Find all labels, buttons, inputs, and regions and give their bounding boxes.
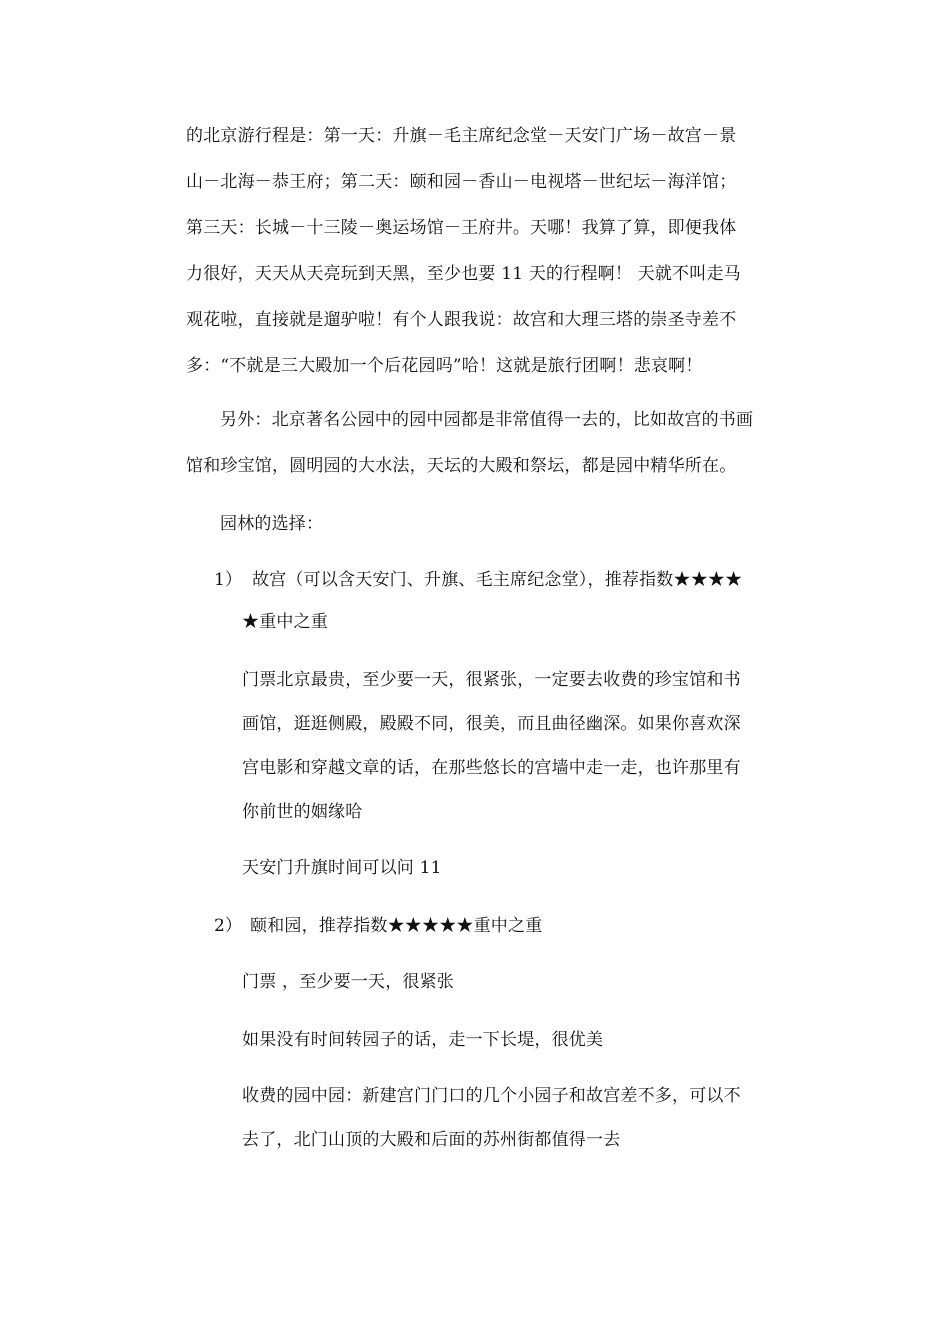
item-2-number: 2） [214,916,243,936]
item-2-note-2: 如果没有时间转园子的话，走一下长堤，很优美 [242,1030,604,1050]
itinerary-line-4: 力很好，天天从天亮玩到天黑，至少也要 11 天的行程啊！ 天就不叫走马 [186,264,741,284]
itinerary-line-1: 的北京游行程是：第一天：升旗－毛主席纪念堂－天安门广场－故宫－景 [186,126,737,146]
item-1-body-line-3: 宫电影和穿越文章的话，在那些悠长的宫墙中走一走，也许那里有 [242,758,741,778]
item-1-note: 天安门升旗时间可以问 11 [242,858,442,878]
garden-heading: 园林的选择： [220,514,324,534]
itinerary-line-3: 第三天：长城－十三陵－奥运场馆－王府井。天哪！我算了算，即便我体 [186,218,737,238]
item-2-body-line-2: 去了，北门山顶的大殿和后面的苏州街都值得一去 [242,1130,621,1150]
item-1-body-line-4: 你前世的姻缘哈 [242,802,363,822]
item-1-body-line-2: 画馆，逛逛侧殿，殿殿不同，很美，而且曲径幽深。如果你喜欢深 [242,714,741,734]
item-2-title-line-1: 颐和园，推荐指数★★★★★重中之重 [250,916,543,936]
item-1-title-line-2: ★重中之重 [242,612,328,632]
item-1-body-line-1: 门票北京最贵，至少要一天，很紧张，一定要去收费的珍宝馆和书 [242,670,741,690]
item-1-number: 1） [214,570,243,590]
itinerary-line-5: 观花啦，直接就是遛驴啦！有个人跟我说：故宫和大理三塔的崇圣寺差不 [186,310,737,330]
item-2-note-1: 门票 ，至少要一天，很紧张 [242,972,455,992]
also-line-2: 馆和珍宝馆，圆明园的大水法，天坛的大殿和祭坛，都是园中精华所在。 [186,456,737,476]
also-line-1: 另外：北京著名公园中的园中园都是非常值得一去的，比如故宫的书画 [220,410,754,430]
item-2-body-line-1: 收费的园中园：新建宫门门口的几个小园子和故宫差不多，可以不 [242,1086,741,1106]
itinerary-line-6: 多：“不就是三大殿加一个后花园吗”哈！这就是旅行团啊！悲哀啊！ [186,356,703,376]
itinerary-line-2: 山－北海－恭王府；第二天：颐和园－香山－电视塔－世纪坛－海洋馆； [186,172,737,192]
item-1-title-line-1: 故宫（可以含天安门、升旗、毛主席纪念堂），推荐指数★★★★ [252,570,743,590]
